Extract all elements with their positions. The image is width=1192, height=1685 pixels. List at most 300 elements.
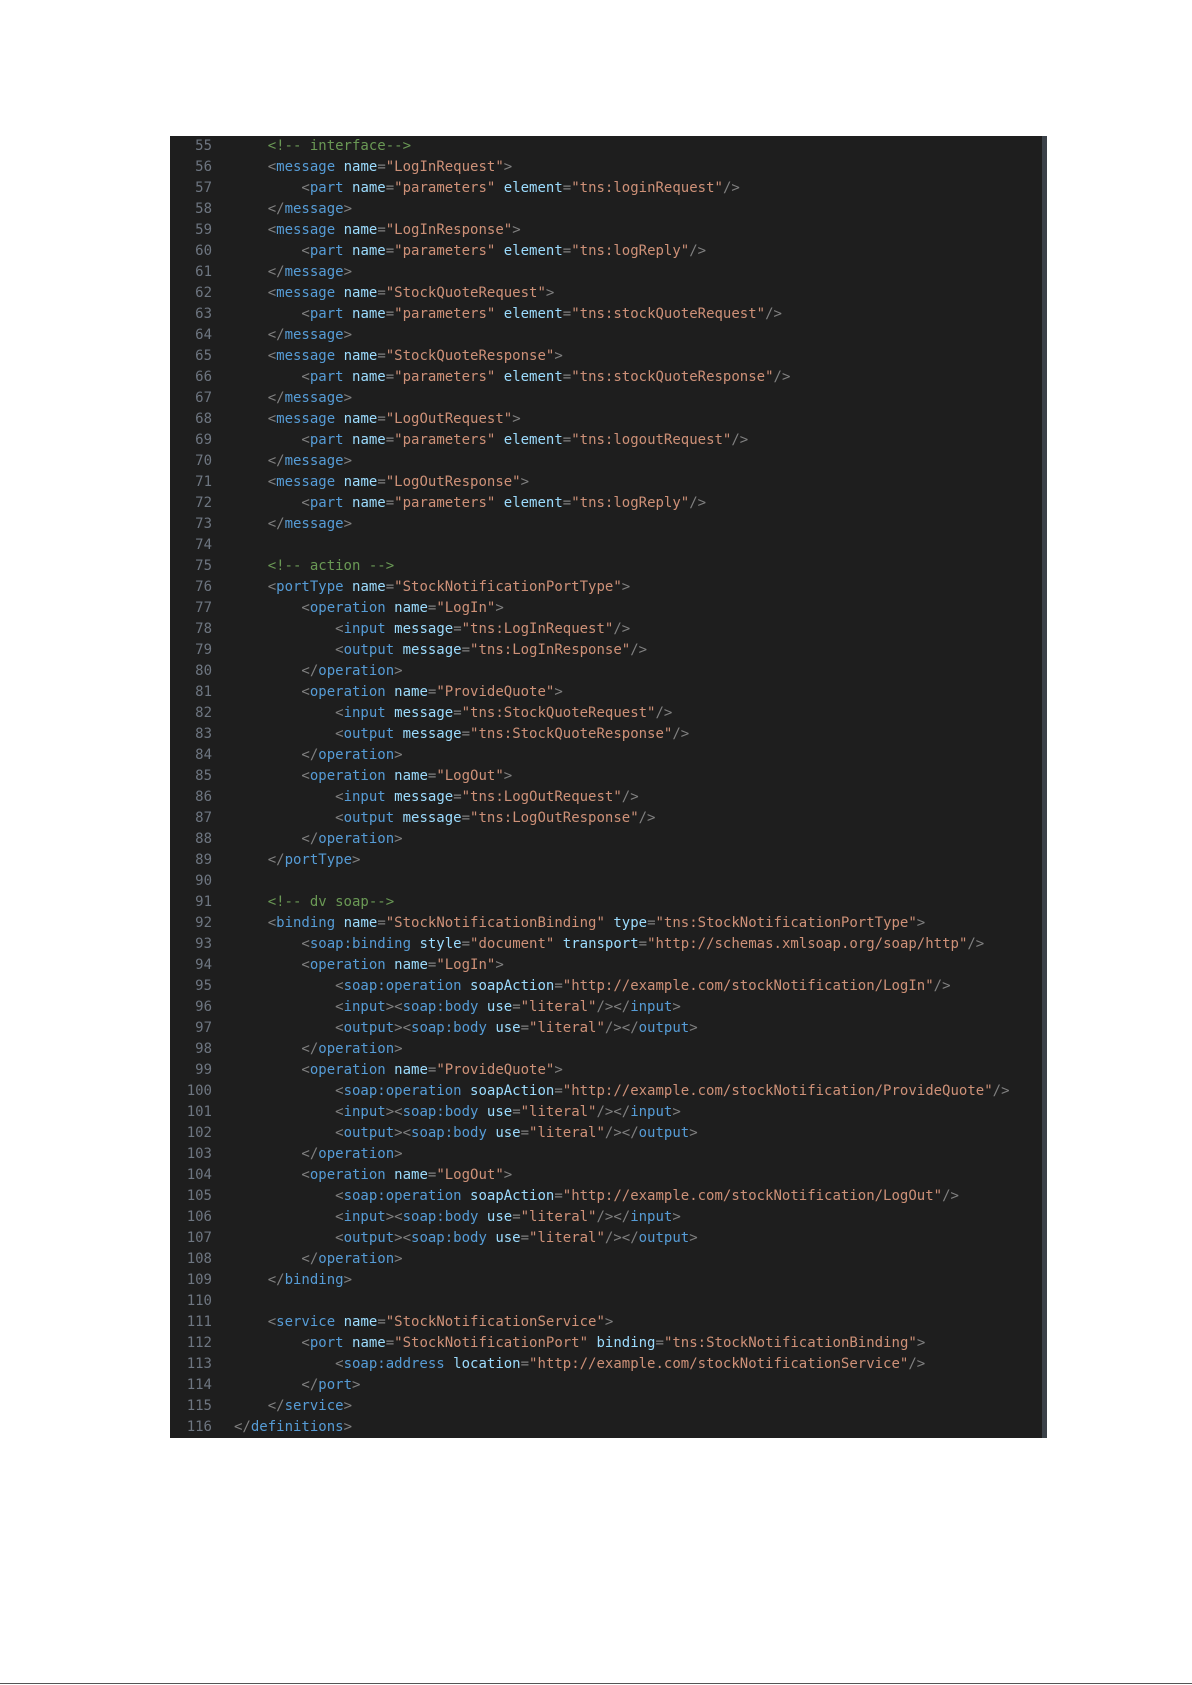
token-punct: </ [267, 453, 285, 469]
token-sp [478, 1104, 486, 1120]
token-punct: = [385, 180, 395, 196]
token-punct: < [301, 600, 310, 616]
token-punct: < [335, 705, 344, 721]
token-punct: </ [301, 1251, 319, 1267]
code-text [234, 1270, 352, 1291]
token-punct: /> [731, 432, 749, 448]
token-sp [335, 348, 343, 364]
token-punct: = [377, 159, 386, 175]
code-text [234, 409, 521, 430]
token-str: "LogIn" [436, 600, 496, 616]
code-line[interactable] [170, 1333, 1041, 1354]
token-punct: = [427, 684, 437, 700]
editor-scrollbar[interactable] [1042, 136, 1047, 1438]
token-tag: part [309, 180, 344, 196]
token-punct: < [335, 789, 344, 805]
token-tag: message [284, 390, 344, 406]
token-punct: /> [722, 180, 740, 196]
line-number: 96 [195, 999, 212, 1015]
token-punct: = [427, 768, 437, 784]
token-punct: < [335, 642, 344, 658]
token-sp [386, 789, 394, 805]
token-punct: </ [267, 852, 285, 868]
token-str: "tns:LogOutRequest" [461, 789, 622, 805]
token-punct: > [343, 1419, 353, 1435]
token-attr: use [495, 1230, 521, 1246]
token-punct: /> [689, 495, 707, 511]
token-str: "http://schemas.xmlsoap.org/soap/http" [647, 936, 968, 952]
line-number: 61 [195, 264, 212, 280]
token-attr: use [495, 1125, 521, 1141]
token-attr: name [343, 222, 378, 238]
token-str: "tns:LogOutResponse" [470, 810, 639, 826]
token-tag: part [309, 495, 344, 511]
line-number: 55 [195, 138, 212, 154]
token-punct: > [352, 1377, 361, 1393]
token-punct: < [335, 1356, 344, 1372]
token-attr: name [394, 1062, 428, 1078]
line-number: 107 [186, 1230, 212, 1246]
code-text [234, 1165, 512, 1186]
token-str: "StockNotificationPortType" [394, 579, 622, 595]
token-sp [495, 180, 503, 196]
token-str: "tns:StockNotificationPortType" [655, 915, 917, 931]
token-punct: = [385, 432, 395, 448]
code-text [234, 1081, 1010, 1102]
line-number: 102 [186, 1125, 212, 1141]
code-text [234, 808, 655, 829]
code-line[interactable] [170, 1375, 1041, 1396]
code-line[interactable] [170, 892, 1041, 913]
token-tag: part [309, 369, 344, 385]
code-line[interactable] [170, 577, 1041, 598]
token-tag: output [343, 810, 395, 826]
token-attr: name [352, 579, 386, 595]
token-punct: = [453, 621, 462, 637]
token-str: "tns:logReply" [571, 243, 690, 259]
line-number: 79 [195, 642, 212, 658]
code-line[interactable] [170, 703, 1041, 724]
token-sp [554, 936, 562, 952]
token-tag: soap:operation [343, 978, 462, 994]
code-line[interactable] [170, 136, 1041, 157]
code-line[interactable] [170, 514, 1041, 535]
token-punct: >< [394, 1230, 412, 1246]
token-punct: = [520, 1125, 530, 1141]
token-tag: message [284, 201, 344, 217]
code-text [234, 913, 925, 934]
token-attr: name [352, 243, 386, 259]
code-line[interactable] [170, 934, 1041, 955]
code-text [234, 1186, 959, 1207]
line-number: 110 [186, 1293, 212, 1309]
token-punct: = [453, 789, 462, 805]
token-punct: = [512, 1104, 521, 1120]
code-text [234, 241, 706, 262]
code-line[interactable] [170, 661, 1041, 682]
token-punct: </ [301, 1377, 319, 1393]
code-text [234, 1354, 925, 1375]
code-line[interactable] [170, 220, 1041, 241]
token-tag: port [318, 1377, 352, 1393]
code-line[interactable] [170, 997, 1041, 1018]
code-line[interactable] [170, 871, 1041, 892]
token-sp [386, 621, 394, 637]
code-line[interactable] [170, 451, 1041, 472]
token-punct: < [301, 1062, 310, 1078]
token-punct: /> [992, 1083, 1010, 1099]
line-number: 82 [195, 705, 212, 721]
token-attr: name [394, 1167, 428, 1183]
code-text [234, 472, 529, 493]
token-punct: < [267, 159, 277, 175]
token-sp [478, 1209, 486, 1225]
line-number: 67 [195, 390, 212, 406]
code-line[interactable] [170, 493, 1041, 514]
token-punct: </ [267, 1398, 285, 1414]
token-tag: soap:body [402, 1104, 479, 1120]
code-line[interactable] [170, 955, 1041, 976]
code-line[interactable] [170, 304, 1041, 325]
token-punct: < [335, 1188, 344, 1204]
token-punct: > [916, 1335, 926, 1351]
token-tag: soap:body [402, 1209, 479, 1225]
token-punct: > [503, 1167, 513, 1183]
token-punct: < [301, 495, 310, 511]
token-tag: operation [309, 957, 386, 973]
code-line[interactable] [170, 850, 1041, 871]
token-str: "tns:LogInRequest" [461, 621, 614, 637]
token-tag: input [630, 1104, 673, 1120]
token-punct: = [655, 1335, 664, 1351]
line-number: 87 [195, 810, 212, 826]
token-tag: soap:binding [309, 936, 412, 952]
code-text [234, 199, 352, 220]
line-number: 70 [195, 453, 212, 469]
token-punct: = [427, 600, 437, 616]
code-line[interactable] [170, 1165, 1041, 1186]
token-sp [495, 495, 503, 511]
token-tag: message [284, 516, 344, 532]
code-line[interactable] [170, 1018, 1041, 1039]
token-tag: soap:body [411, 1230, 487, 1246]
token-punct: > [343, 453, 353, 469]
code-line[interactable] [170, 1291, 1041, 1312]
code-line[interactable] [170, 787, 1041, 808]
token-str: "LogInRequest" [385, 159, 504, 175]
token-punct: = [377, 915, 386, 931]
token-tag: soap:operation [343, 1083, 462, 1099]
code-line[interactable] [170, 745, 1041, 766]
token-str: "LogOutRequest" [385, 411, 513, 427]
code-text [234, 1228, 698, 1249]
token-attr: use [486, 1104, 513, 1120]
token-punct: < [301, 369, 310, 385]
code-line[interactable] [170, 1039, 1041, 1060]
token-punct: = [385, 306, 395, 322]
token-punct: = [554, 978, 563, 994]
line-number: 113 [186, 1356, 212, 1372]
code-line[interactable] [170, 1186, 1041, 1207]
token-punct: = [385, 579, 395, 595]
code-line[interactable] [170, 199, 1041, 220]
code-text [234, 1249, 403, 1270]
token-punct: = [520, 1020, 530, 1036]
token-attr: element [503, 369, 563, 385]
token-str: "tns:StockQuoteResponse" [470, 726, 673, 742]
token-sp [462, 978, 470, 994]
line-number: 68 [195, 411, 212, 427]
token-punct: </ [234, 1419, 251, 1435]
token-punct: = [461, 642, 471, 658]
token-sp [386, 600, 394, 616]
code-text [234, 262, 352, 283]
token-tag: part [309, 432, 344, 448]
code-line[interactable] [170, 1270, 1041, 1291]
code-text [234, 220, 521, 241]
token-punct: </ [301, 747, 319, 763]
code-line[interactable] [170, 1081, 1041, 1102]
code-line[interactable] [170, 409, 1041, 430]
token-punct: < [335, 726, 344, 742]
code-editor[interactable] [170, 136, 1047, 1438]
line-number: 109 [186, 1272, 212, 1288]
line-number: 103 [186, 1146, 212, 1162]
token-punct: > [495, 600, 504, 616]
code-text [234, 1396, 352, 1417]
token-tag: output [638, 1230, 690, 1246]
token-str: "parameters" [394, 306, 496, 322]
token-punct: = [554, 1083, 563, 1099]
line-number: 101 [186, 1104, 212, 1120]
token-attr: binding [596, 1335, 656, 1351]
token-punct: > [545, 285, 555, 301]
code-text [234, 892, 394, 913]
token-tag: message [276, 411, 336, 427]
token-punct: > [689, 1020, 698, 1036]
token-tag: part [309, 306, 344, 322]
token-tag: part [309, 243, 344, 259]
line-number: 91 [195, 894, 212, 910]
token-str: "document" [470, 936, 555, 952]
token-tag: output [343, 726, 395, 742]
token-sp [495, 243, 503, 259]
token-str: "literal" [520, 1104, 597, 1120]
token-punct: > [394, 831, 403, 847]
token-tag: operation [309, 1167, 386, 1183]
code-text [234, 976, 951, 997]
code-text [234, 1018, 698, 1039]
code-line[interactable] [170, 346, 1041, 367]
token-sp [394, 726, 402, 742]
code-line[interactable] [170, 1312, 1041, 1333]
code-line[interactable] [170, 808, 1041, 829]
token-punct: = [427, 957, 437, 973]
code-line[interactable] [170, 1396, 1041, 1417]
token-str: "StockQuoteResponse" [385, 348, 555, 364]
code-text [234, 577, 630, 598]
code-line[interactable] [170, 682, 1041, 703]
line-number: 108 [186, 1251, 212, 1267]
token-punct: </ [301, 663, 319, 679]
line-number: 76 [195, 579, 212, 595]
token-punct: < [335, 1230, 344, 1246]
code-line[interactable] [170, 556, 1041, 577]
line-number: 83 [195, 726, 212, 742]
token-punct: < [301, 1167, 310, 1183]
token-attr: name [343, 915, 378, 931]
token-str: "ProvideQuote" [436, 1062, 555, 1078]
code-line[interactable] [170, 325, 1041, 346]
token-str: "LogInResponse" [385, 222, 513, 238]
code-text [234, 1144, 403, 1165]
code-line[interactable] [170, 472, 1041, 493]
code-line[interactable] [170, 1060, 1041, 1081]
token-str: "tns:LogInResponse" [470, 642, 631, 658]
code-text [234, 682, 563, 703]
code-line[interactable] [170, 829, 1041, 850]
code-text [234, 283, 554, 304]
token-punct: > [343, 201, 353, 217]
token-tag: message [284, 453, 344, 469]
token-punct: < [267, 222, 277, 238]
token-punct: < [335, 1209, 344, 1225]
token-punct: > [672, 1104, 681, 1120]
line-number: 88 [195, 831, 212, 847]
token-punct: /> [908, 1356, 926, 1372]
token-punct: = [554, 1188, 563, 1204]
code-text [234, 430, 748, 451]
code-line[interactable] [170, 367, 1041, 388]
code-line[interactable] [170, 1123, 1041, 1144]
code-line[interactable] [170, 976, 1041, 997]
token-punct: /></ [604, 1020, 639, 1036]
token-punct: = [377, 222, 386, 238]
code-text [234, 1060, 563, 1081]
code-line[interactable] [170, 1144, 1041, 1165]
token-tag: operation [309, 768, 386, 784]
code-text [234, 640, 647, 661]
code-text [234, 619, 630, 640]
line-number: 71 [195, 474, 212, 490]
code-line[interactable] [170, 913, 1041, 934]
token-punct: >< [385, 1104, 403, 1120]
token-tag: output [343, 1020, 395, 1036]
token-attr: soapAction [470, 978, 555, 994]
token-attr: name [343, 1314, 378, 1330]
code-text [234, 493, 706, 514]
line-number: 73 [195, 516, 212, 532]
code-line[interactable] [170, 1228, 1041, 1249]
token-punct: = [385, 495, 395, 511]
token-str: "parameters" [394, 495, 496, 511]
code-line[interactable] [170, 1249, 1041, 1270]
token-punct: >< [385, 1209, 403, 1225]
token-tag: operation [309, 684, 386, 700]
token-str: "parameters" [394, 369, 496, 385]
code-line[interactable] [170, 640, 1041, 661]
line-number: 104 [186, 1167, 212, 1183]
code-line[interactable] [170, 157, 1041, 178]
token-punct: < [335, 1083, 344, 1099]
token-punct: < [301, 243, 310, 259]
line-number: 97 [195, 1020, 212, 1036]
code-line[interactable] [170, 766, 1041, 787]
token-sp [495, 432, 503, 448]
line-number: 85 [195, 768, 212, 784]
token-tag: input [343, 1104, 386, 1120]
token-attr: name [343, 474, 378, 490]
token-punct: /> [655, 705, 673, 721]
token-punct: </ [267, 264, 285, 280]
code-line[interactable] [170, 724, 1041, 745]
token-attr: soapAction [470, 1083, 555, 1099]
code-line[interactable] [170, 1102, 1041, 1123]
token-sp [445, 1356, 453, 1372]
token-tag: operation [318, 663, 395, 679]
token-punct: = [562, 432, 572, 448]
code-line[interactable] [170, 241, 1041, 262]
code-line[interactable] [170, 1354, 1041, 1375]
token-tag: message [276, 222, 336, 238]
code-text [234, 304, 782, 325]
token-str: "literal" [520, 1209, 597, 1225]
code-line[interactable] [170, 535, 1041, 556]
token-sp [386, 768, 394, 784]
code-line[interactable] [170, 430, 1041, 451]
code-text [234, 1039, 403, 1060]
token-tag: operation [318, 831, 395, 847]
code-line[interactable] [170, 388, 1041, 409]
code-text [234, 934, 984, 955]
token-punct: < [301, 432, 310, 448]
code-line[interactable] [170, 262, 1041, 283]
token-punct: = [377, 1314, 386, 1330]
line-number: 111 [186, 1314, 212, 1330]
token-str: "ProvideQuote" [436, 684, 555, 700]
token-tag: service [276, 1314, 336, 1330]
token-str: "tns:stockQuoteRequest" [571, 306, 766, 322]
token-punct: = [427, 1062, 437, 1078]
token-attr: element [503, 180, 563, 196]
code-line[interactable] [170, 598, 1041, 619]
token-tag: message [284, 264, 344, 280]
token-attr: style [419, 936, 462, 952]
token-tag: binding [276, 915, 336, 931]
token-sp [386, 957, 394, 973]
code-line[interactable] [170, 619, 1041, 640]
token-sp [386, 705, 394, 721]
token-attr: name [352, 369, 386, 385]
code-line[interactable] [170, 1417, 1041, 1438]
code-line[interactable] [170, 283, 1041, 304]
token-punct: < [301, 936, 310, 952]
line-number: 84 [195, 747, 212, 763]
code-line[interactable] [170, 1207, 1041, 1228]
line-number: 72 [195, 495, 212, 511]
token-attr: use [486, 999, 513, 1015]
token-punct: = [562, 495, 572, 511]
token-punct: </ [301, 831, 319, 847]
token-punct: > [503, 768, 513, 784]
token-punct: > [343, 327, 353, 343]
token-punct: < [267, 285, 277, 301]
code-line[interactable] [170, 178, 1041, 199]
token-attr: element [503, 243, 563, 259]
line-number: 65 [195, 348, 212, 364]
token-sp [386, 1167, 394, 1183]
line-number: 90 [195, 873, 212, 889]
